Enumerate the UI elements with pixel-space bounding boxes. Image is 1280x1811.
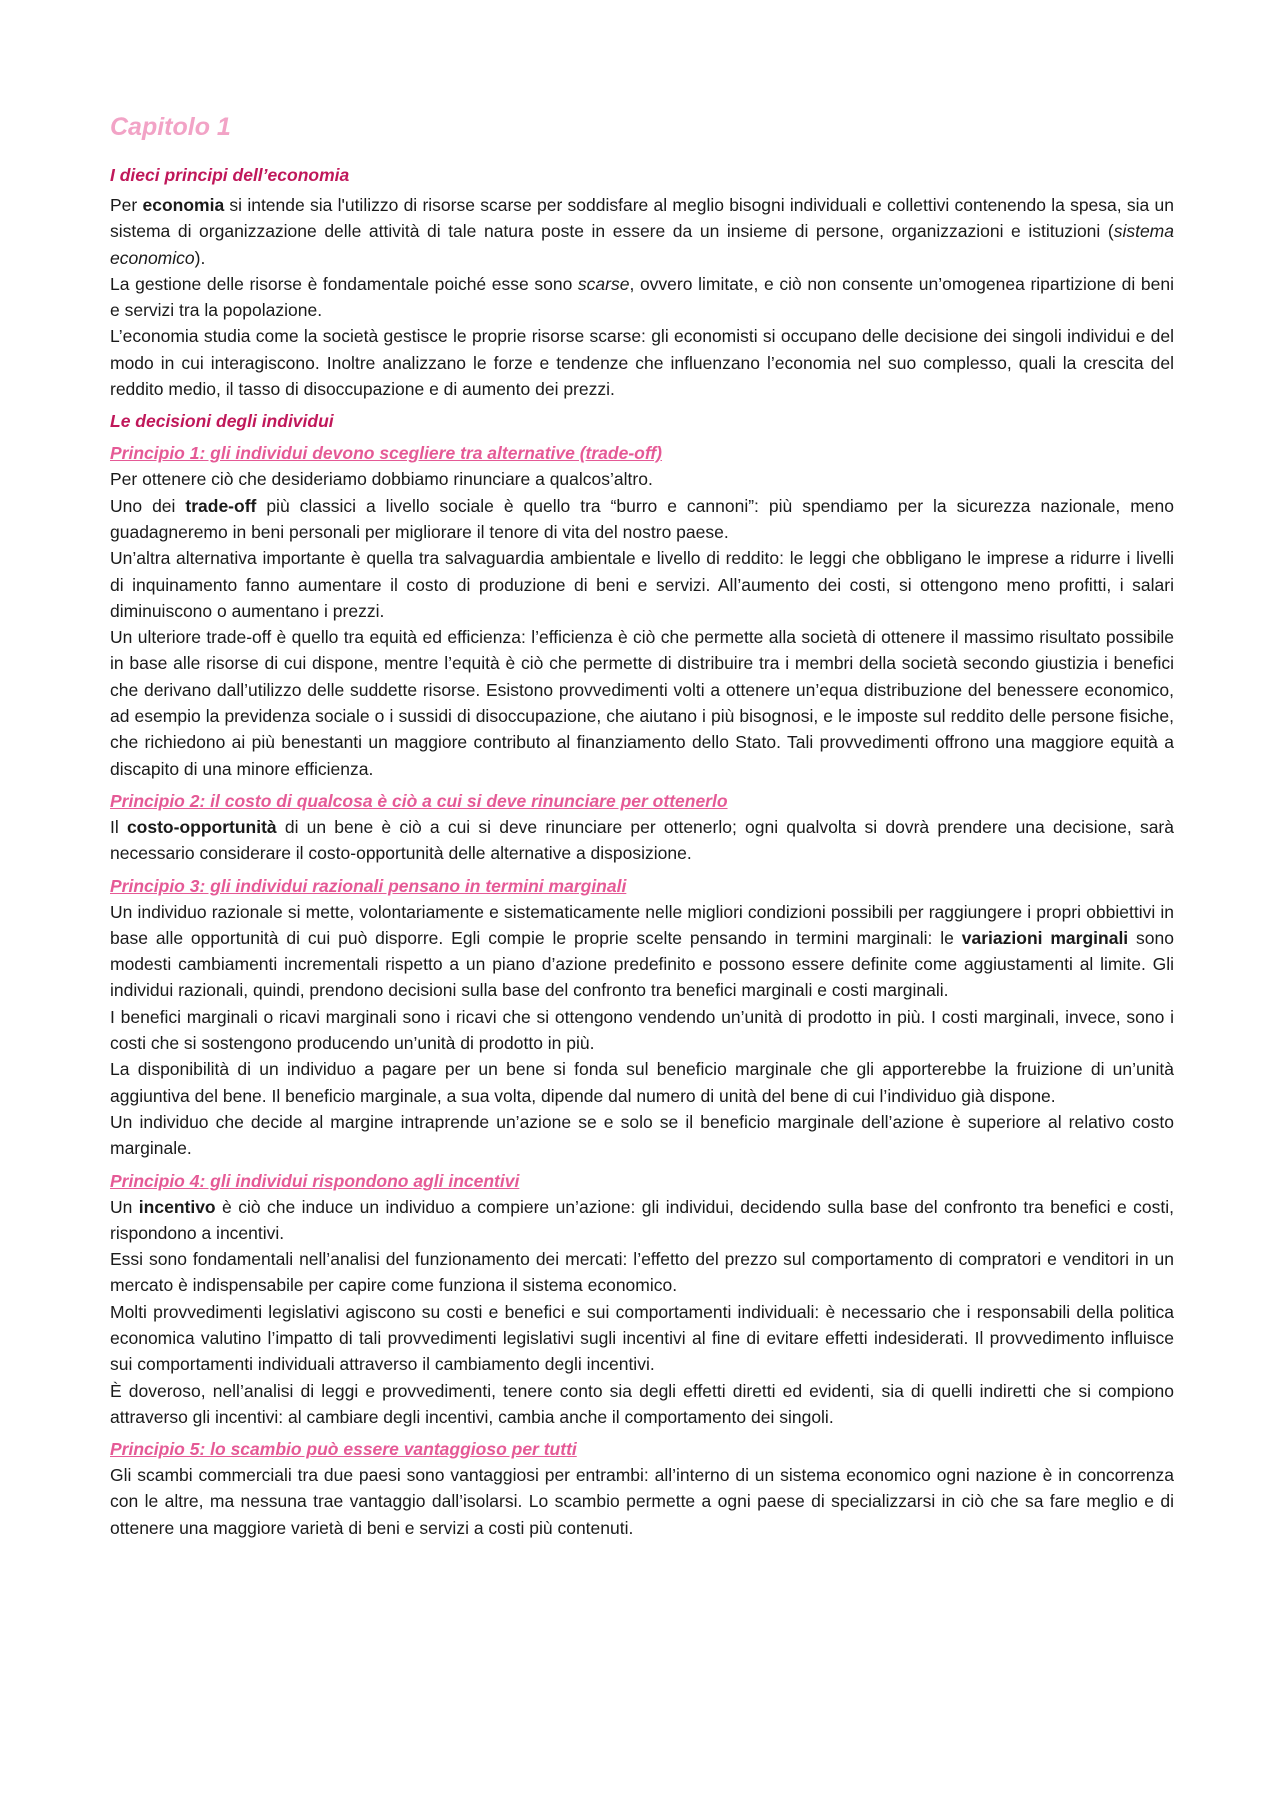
chapter-title: Capitolo 1 (110, 113, 231, 141)
paragraph: Molti provvedimenti legislativi agiscono su costi e benefici e sui comportamenti individuali: è necessario che i responsabili della politica economica valutino l’impatto di tali provvedimenti legislativi sugli incentivi al fine di evitare effetti indesiderati. Il provvedimento influisce sui comportamenti individuali attraverso il cambiamento degli incentivi. (110, 1301, 1174, 1375)
paragraph: La gestione delle risorse è fondamentale poiché esse sono scarse, ovvero limitate, e ciò non consente un’omogenea ripartizione di beni e servizi tra la popolazione. (110, 273, 1174, 321)
paragraph: Il costo-opportunità di un bene è ciò a cui si deve rinunciare per ottenerlo; ogni qualvolta si dovrà prendere una decisione, sarà necessario considerare il costo-opportunità delle alternative a disposizione. (110, 816, 1174, 864)
keyword: variazioni marginali (961, 927, 1129, 948)
emphasis: scarse (577, 273, 630, 294)
principle-heading-4: Principio 4: gli individui rispondono agli incentivi (110, 1170, 520, 1191)
keyword: trade-off (185, 495, 257, 516)
keyword: economia (142, 195, 225, 215)
paragraph: Essi sono fondamentali nell’analisi del funzionamento dei mercati: l’effetto del prezzo sul comportamento di compratori e venditori in un mercato è indispensabile per capire come funziona il sistema economico. (110, 1249, 1174, 1296)
paragraph: Per economia si intende sia l'utilizzo di risorse scarse per soddisfare al meglio bisogni individuali e collettivi contenendo la spesa, sia un sistema di organizzazione delle attività di tale natura poste in essere da un insieme di persone, organizzazioni e istituzioni (sistema economico). (110, 195, 1174, 268)
emphasis: sistema economico (110, 221, 1174, 268)
keyword: costo-opportunità (126, 816, 277, 837)
paragraph: Uno dei trade-off più classici a livello sociale è quello tra “burro e cannoni”: più spendiamo per la sicurezza nazionale, meno guadagneremo in beni personali per migliorare il tenore di vita del nostro paese. (110, 495, 1175, 542)
paragraph: Un individuo che decide al margine intraprende un’azione se e solo se il beneficio marginale dell’azione è superiore al relativo costo marginale. (110, 1111, 1174, 1159)
principle-4-text (110, 1194, 1174, 1431)
paragraph: Per ottenere ciò che desideriamo dobbiamo rinunciare a qualcos’altro. (110, 469, 653, 490)
paragraph: Un incentivo è ciò che induce un individuo a compiere un’azione: gli individui, decidendo sulla base del confronto tra benefici e costi, rispondono a incentivi. (110, 1196, 1174, 1243)
principle-heading-1: Principio 1: gli individui devono scegliere tra alternative (trade-off) (110, 443, 663, 464)
principle-2-text (110, 814, 1174, 867)
principle-heading-2: Principio 2: il costo di qualcosa è ciò a cui si deve rinunciare per ottenerlo (110, 790, 728, 811)
section-heading-decisions: Le decisioni degli individui (110, 411, 334, 432)
principle-3-text (110, 899, 1174, 1162)
principle-heading-3: Principio 3: gli individui razionali pensano in termini marginali (110, 875, 627, 896)
paragraph: L’economia studia come la società gestisce le proprie risorse scarse: gli economisti si occupano delle decisione dei singoli individui e del modo in cui interagiscono. Inoltre analizzano le forze e tendenze che influenzano l’economia nel suo complesso, quali la crescita del reddito medio, il tasso di disoccupazione e di aumento dei prezzi. (110, 326, 1174, 400)
principle-heading-5: Principio 5: lo scambio può essere vantaggioso per tutti (110, 1439, 577, 1460)
paragraph: È doveroso, nell’analisi di leggi e provvedimenti, tenere conto sia degli effetti diretti ed evidenti, sia di quelli indiretti che si compiono attraverso gli incentivi: al cambiare degli incentivi, cambia anche il comportamento dei singoli. (110, 1380, 1174, 1427)
paragraph: Gli scambi commerciali tra due paesi sono vantaggiosi per entrambi: all’interno di un sistema economico ogni nazione è in concorrenza con le altre, ma nessuna trae vantaggio dall’isolarsi. Lo scambio permette a ogni paese di specializzarsi in ciò che sa fare meglio e di ottenere una maggiore varietà di beni e servizi a costi più contenuti. (110, 1465, 1174, 1538)
keyword: incentivo (138, 1196, 216, 1217)
principle-5-text (110, 1462, 1174, 1541)
paragraph: La disponibilità di un individuo a pagare per un bene si fonda sul beneficio marginale che gli apporterebbe la fruizione di un’unità aggiuntiva del bene. Il beneficio marginale, a sua volta, dipende dal numero di unità del bene di cui l’individuo già dispone. (110, 1059, 1174, 1106)
intro-text (110, 192, 1174, 402)
section-heading-principles: I dieci principi dell’economia (110, 165, 350, 185)
principle-1-text (110, 466, 1174, 782)
paragraph: Un ulteriore trade-off è quello tra equità ed efficienza: l’efficienza è ciò che permette alla società di ottenere il massimo risultato possibile in base alle risorse di cui dispone, mentre l’equità è ciò che permette di distribuire tra i membri della società secondo giustizia i benefici che derivano dall’utilizzo delle suddette risorse. Esistono provvedimenti volti a ottenere un’equa distribuzione del benessere economico, ad esempio la previdenza sociale o i sussidi di disoccupazione, che aiutano i più bisognosi, e le imposte sul reddito delle persone fisiche, che richiedono ai più benestanti un maggiore contributo al finanziamento dello Stato. Tali provvedimenti offrono una maggiore equità a discapito di una minore efficienza. (110, 627, 1174, 779)
paragraph: Un individuo razionale si mette, volontariamente e sistematicamente nelle migliori condizioni possibili per raggiungere i propri obbiettivi in base alle opportunità di cui può disporre. Egli compie le proprie scelte pensando in termini marginali: le variazioni marginali sono modesti cambiamenti incrementali rispetto a un piano d’azione predefinito e possono essere definite come aggiustamenti al limite. Gli individui razionali, quindi, prendono decisioni sulla base del confronto tra benefici marginali e costi marginali. (110, 901, 1174, 1001)
paragraph: Un’altra alternativa importante è quella tra salvaguardia ambientale e livello di reddito: le leggi che obbligano le imprese a ridurre i livelli di inquinamento fanno aumentare il costo di produzione di beni e servizi. All’aumento dei costi, si ottengono meno profitti, i salari diminuiscono o aumentano i prezzi. (110, 548, 1174, 621)
paragraph: I benefici marginali o ricavi marginali sono i ricavi che si ottengono vendendo un’unità di prodotto in più. I costi marginali, invece, sono i costi che si sostengono producendo un’unità di prodotto in più. (110, 1006, 1174, 1054)
